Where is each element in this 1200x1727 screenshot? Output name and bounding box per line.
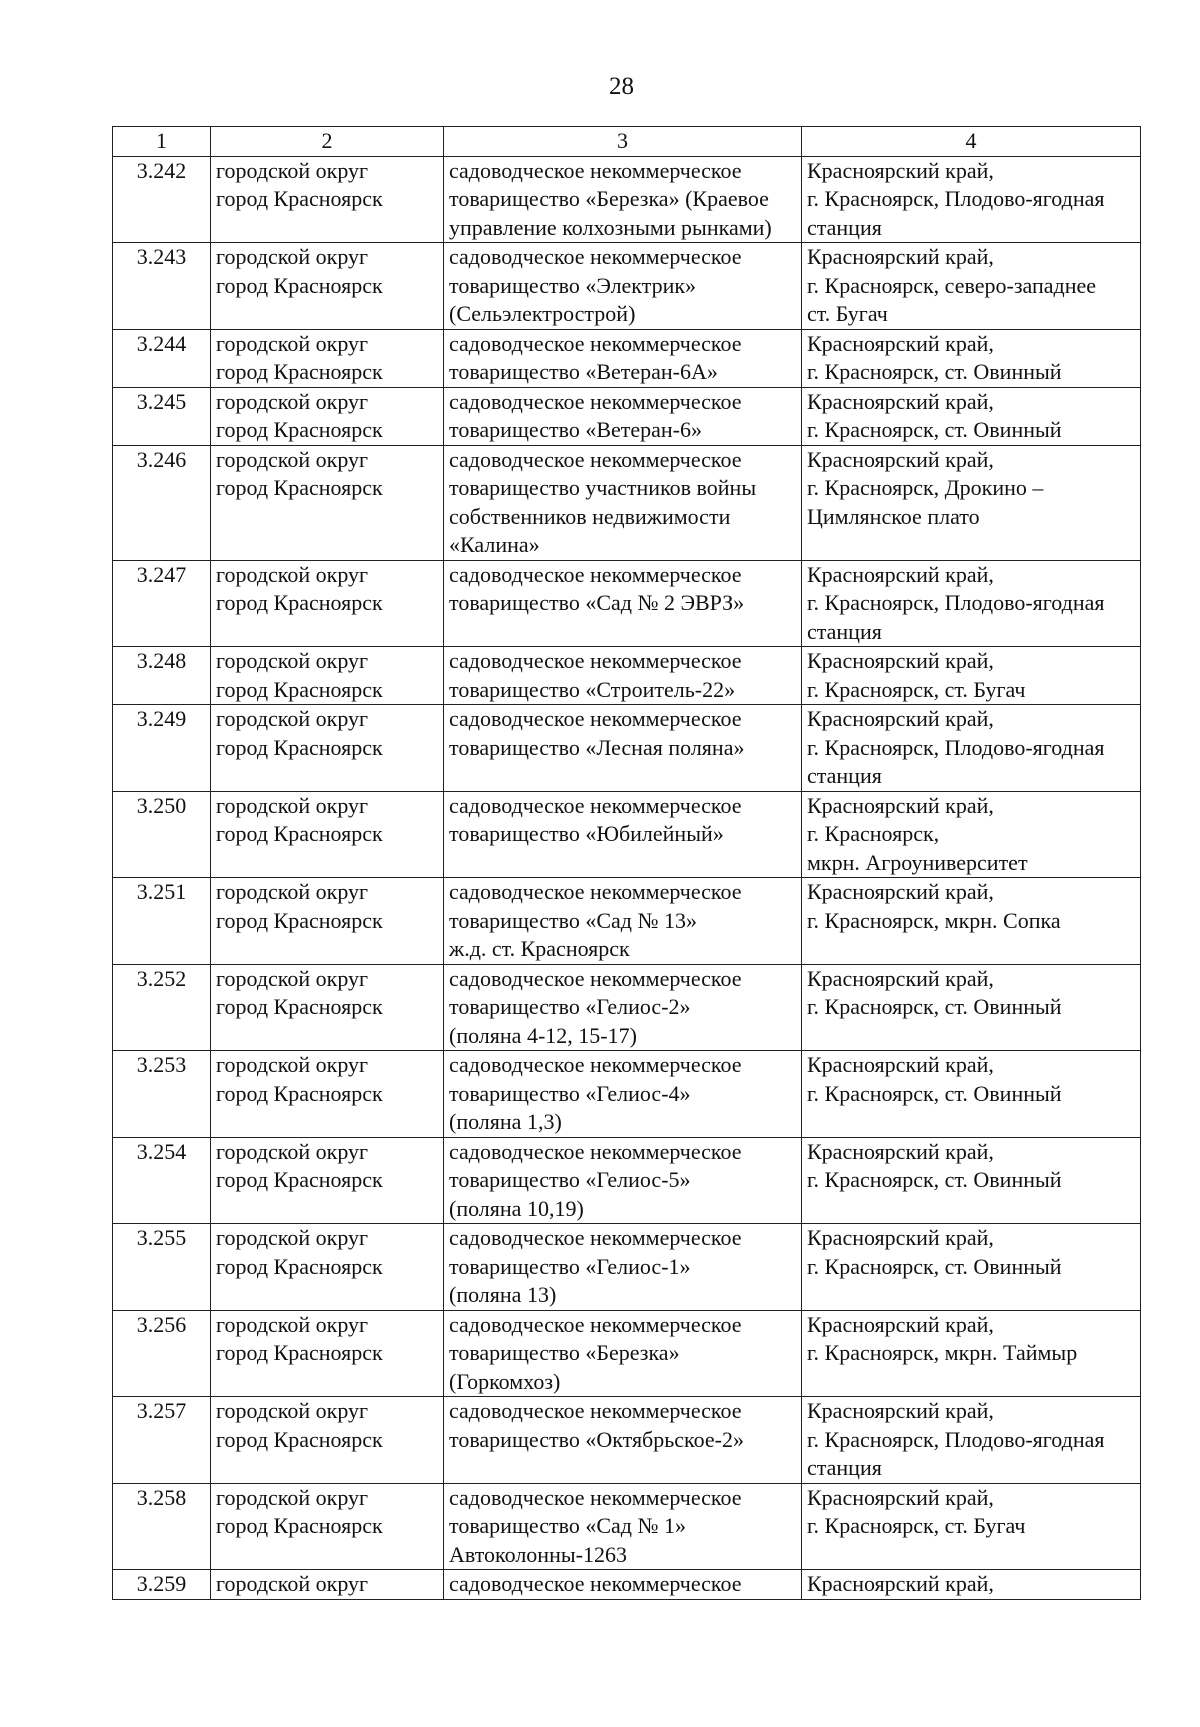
organization-name-line: товарищество «Строитель-22»	[449, 676, 736, 702]
table-row	[113, 243, 1141, 330]
organization-name-line: товарищество «Электрик»	[449, 272, 697, 298]
organization-name-line: управление колхозными рынками)	[449, 214, 772, 240]
organization-name-line: садоводческое некоммерческое	[449, 792, 742, 818]
organization-name-cell	[444, 1397, 802, 1484]
location-line: г. Красноярск, северо-западнее	[807, 272, 1097, 298]
location-line: г. Красноярск, Дрокино –	[807, 475, 1044, 500]
municipality-cell	[211, 560, 444, 647]
organization-name-line: (Горкомхоз)	[449, 1368, 561, 1394]
organization-name-line: садоводческое некоммерческое	[449, 446, 742, 472]
organization-name-line: Автоколонны-1263	[449, 1541, 627, 1567]
location-line: станция	[807, 618, 882, 644]
organization-name-line: садоводческое некоммерческое	[449, 330, 742, 356]
organization-name-line: садоводческое некоммерческое	[449, 1052, 742, 1077]
organization-name-line: садоводческое некоммерческое	[449, 157, 742, 183]
organization-name-cell	[444, 1310, 802, 1397]
organization-name-line: (Сельэлектрострой)	[449, 301, 636, 326]
location-cell	[802, 560, 1141, 647]
row-number: 3.259	[113, 1570, 211, 1600]
municipality-line: город Красноярск	[216, 272, 383, 298]
organization-name-line: товарищество «Лесная поляна»	[449, 734, 745, 760]
organization-name-cell	[444, 964, 802, 1051]
row-number: 3.255	[113, 1224, 211, 1311]
table-row	[113, 1137, 1141, 1224]
location-line: Красноярский край,	[807, 792, 994, 818]
row-number: 3.242	[113, 156, 211, 243]
municipality-line: город Красноярск	[216, 1426, 383, 1452]
location-line: г. Красноярск, ст. Овинный	[807, 1080, 1062, 1106]
location-cell	[802, 243, 1141, 330]
location-cell	[802, 791, 1141, 878]
municipality-line: городской округ	[216, 792, 369, 818]
municipality-line: городской округ	[216, 1225, 369, 1250]
location-line: станция	[807, 1455, 882, 1480]
organization-name-line: товарищество «Гелиос-4»	[449, 1080, 691, 1106]
organization-name-cell	[444, 156, 802, 243]
location-line: Красноярский край,	[807, 446, 994, 472]
municipality-cell	[211, 243, 444, 330]
location-line: Красноярский край,	[807, 388, 994, 414]
header-col-3: 3	[444, 127, 802, 157]
organization-name-line: товарищество «Березка»	[449, 1340, 680, 1365]
organization-name-line: собственников недвижимости	[449, 503, 731, 529]
municipality-line: город Красноярск	[216, 1513, 383, 1538]
municipality-line: город Красноярск	[216, 590, 383, 615]
municipality-cell	[211, 647, 444, 705]
municipality-cell	[211, 964, 444, 1051]
municipality-cell	[211, 1483, 444, 1570]
organization-name-line: садоводческое некоммерческое	[449, 244, 742, 269]
table-row	[113, 1570, 1141, 1600]
row-number: 3.243	[113, 243, 211, 330]
location-cell	[802, 878, 1141, 965]
organization-name-cell	[444, 1570, 802, 1600]
organization-name-line: садоводческое некоммерческое	[449, 1398, 742, 1423]
row-number: 3.249	[113, 705, 211, 792]
municipality-line: город Красноярск	[216, 186, 383, 211]
location-line: г. Красноярск, ст. Овинный	[807, 994, 1062, 1019]
municipality-line: город Красноярск	[216, 417, 383, 442]
municipality-line: городской округ	[216, 706, 369, 731]
table-header	[113, 127, 1141, 157]
location-cell	[802, 705, 1141, 792]
location-cell	[802, 387, 1141, 445]
location-line: Красноярский край,	[807, 648, 994, 673]
location-cell	[802, 964, 1141, 1051]
location-line: Красноярский край,	[807, 1138, 994, 1164]
municipality-line: городской округ	[216, 965, 369, 991]
municipality-line: городской округ	[216, 244, 369, 269]
location-cell	[802, 1397, 1141, 1484]
location-line: г. Красноярск, Плодово-ягодная	[807, 186, 1105, 211]
organization-name-cell	[444, 445, 802, 560]
row-number: 3.248	[113, 647, 211, 705]
header-col-2: 2	[211, 127, 444, 157]
location-line: мкрн. Агроуниверситет	[807, 849, 1028, 875]
table-body	[113, 156, 1141, 1599]
location-line: Цимлянское плато	[807, 503, 980, 529]
location-line: Красноярский край,	[807, 1398, 994, 1423]
municipality-line: городской округ	[216, 1311, 369, 1337]
municipality-line: городской округ	[216, 561, 369, 587]
organization-name-line: товарищество «Гелиос-1»	[449, 1253, 691, 1279]
location-line: станция	[807, 763, 882, 788]
organization-name-line: садоводческое некоммерческое	[449, 1484, 742, 1510]
table-row	[113, 156, 1141, 243]
header-col-4: 4	[802, 127, 1141, 157]
municipality-line: городской округ	[216, 157, 369, 183]
organization-name-cell	[444, 560, 802, 647]
municipality-line: городской округ	[216, 648, 369, 673]
municipality-line: городской округ	[216, 879, 369, 904]
row-number: 3.251	[113, 878, 211, 965]
organization-name-line: садоводческое некоммерческое	[449, 648, 742, 673]
municipality-cell	[211, 445, 444, 560]
location-line: Красноярский край,	[807, 561, 994, 587]
location-line: г. Красноярск, Плодово-ягодная	[807, 1426, 1105, 1452]
location-line: г. Красноярск,	[807, 821, 940, 846]
organization-name-line: товарищество «Ветеран-6А»	[449, 359, 718, 384]
table-row	[113, 387, 1141, 445]
location-line: Красноярский край,	[807, 1311, 994, 1337]
location-line: г. Красноярск, ст. Бугач	[807, 1513, 1026, 1538]
table-row	[113, 647, 1141, 705]
location-cell	[802, 647, 1141, 705]
table-row	[113, 1224, 1141, 1311]
municipality-line: городской округ	[216, 1138, 369, 1164]
municipality-cell	[211, 1137, 444, 1224]
organization-name-cell	[444, 705, 802, 792]
location-line: Красноярский край,	[807, 157, 994, 183]
organization-name-line: товарищество участников войны	[449, 475, 757, 500]
location-cell	[802, 1224, 1141, 1311]
organization-name-cell	[444, 387, 802, 445]
organization-name-cell	[444, 1224, 802, 1311]
municipality-cell	[211, 1224, 444, 1311]
row-number: 3.247	[113, 560, 211, 647]
location-cell	[802, 1310, 1141, 1397]
location-line: Красноярский край,	[807, 1225, 994, 1250]
organization-name-line: ж.д. ст. Красноярск	[449, 936, 630, 961]
location-line: г. Красноярск, мкрн. Сопка	[807, 907, 1061, 933]
table-row	[113, 329, 1141, 387]
municipality-line: город Красноярск	[216, 994, 383, 1019]
organization-name-line: садоводческое некоммерческое	[449, 706, 742, 731]
municipality-cell	[211, 1310, 444, 1397]
location-cell	[802, 1570, 1141, 1600]
row-number: 3.254	[113, 1137, 211, 1224]
municipality-line: город Красноярск	[216, 821, 383, 846]
location-cell	[802, 1051, 1141, 1138]
header-row	[113, 127, 1141, 157]
table-row	[113, 791, 1141, 878]
organization-name-cell	[444, 243, 802, 330]
municipality-cell	[211, 329, 444, 387]
row-number: 3.245	[113, 387, 211, 445]
location-line: г. Красноярск, ст. Овинный	[807, 1167, 1062, 1192]
location-line: Красноярский край,	[807, 1052, 994, 1077]
municipality-cell	[211, 1570, 444, 1600]
municipality-line: город Красноярск	[216, 1167, 383, 1192]
table-row	[113, 1483, 1141, 1570]
organization-name-line: садоводческое некоммерческое	[449, 1138, 742, 1164]
location-line: Красноярский край,	[807, 965, 994, 991]
registry-table	[112, 126, 1141, 1600]
organization-name-line: садоводческое некоммерческое	[449, 388, 742, 414]
row-number: 3.253	[113, 1051, 211, 1138]
organization-name-line: (поляна 10,19)	[449, 1195, 584, 1221]
row-number: 3.258	[113, 1483, 211, 1570]
location-line: г. Красноярск, ст. Овинный	[807, 359, 1062, 384]
organization-name-cell	[444, 791, 802, 878]
organization-name-cell	[444, 647, 802, 705]
location-cell	[802, 156, 1141, 243]
organization-name-cell	[444, 1051, 802, 1138]
location-line: Красноярский край,	[807, 244, 994, 269]
municipality-line: город Красноярск	[216, 1340, 383, 1365]
row-number: 3.250	[113, 791, 211, 878]
organization-name-line: садоводческое некоммерческое	[449, 1311, 742, 1337]
organization-name-line: товарищество «Сад № 2 ЭВРЗ»	[449, 590, 745, 615]
location-line: ст. Бугач	[807, 301, 888, 326]
location-line: г. Красноярск, ст. Овинный	[807, 417, 1062, 442]
organization-name-cell	[444, 1483, 802, 1570]
organization-name-line: садоводческое некоммерческое	[449, 965, 742, 991]
municipality-line: городской округ	[216, 1484, 369, 1510]
municipality-line: городской округ	[216, 330, 369, 356]
row-number: 3.256	[113, 1310, 211, 1397]
municipality-cell	[211, 156, 444, 243]
location-line: Красноярский край,	[807, 1571, 994, 1596]
municipality-line: городской округ	[216, 1052, 369, 1077]
table-row	[113, 1397, 1141, 1484]
municipality-cell	[211, 387, 444, 445]
organization-name-cell	[444, 878, 802, 965]
organization-name-line: (поляна 1,3)	[449, 1109, 562, 1134]
organization-name-line: товарищество «Сад № 13»	[449, 907, 697, 933]
organization-name-line: товарищество «Сад № 1»	[449, 1513, 686, 1538]
organization-name-line: садоводческое некоммерческое	[449, 1225, 742, 1250]
municipality-cell	[211, 791, 444, 878]
organization-name-line: садоводческое некоммерческое	[449, 1571, 742, 1596]
municipality-cell	[211, 1051, 444, 1138]
organization-name-cell	[444, 329, 802, 387]
municipality-cell	[211, 705, 444, 792]
table-row	[113, 705, 1141, 792]
location-cell	[802, 1483, 1141, 1570]
table-row	[113, 1310, 1141, 1397]
organization-name-line: товарищество «Ветеран-6»	[449, 417, 703, 442]
location-line: Красноярский край,	[807, 1484, 994, 1510]
municipality-line: город Красноярск	[216, 676, 383, 702]
location-line: г. Красноярск, Плодово-ягодная	[807, 590, 1105, 615]
location-line: станция	[807, 214, 882, 240]
location-line: г. Красноярск, ст. Бугач	[807, 676, 1026, 702]
location-line: г. Красноярск, ст. Овинный	[807, 1253, 1062, 1279]
organization-name-cell	[444, 1137, 802, 1224]
location-cell	[802, 1137, 1141, 1224]
location-line: г. Красноярск, Плодово-ягодная	[807, 734, 1105, 760]
location-line: г. Красноярск, мкрн. Таймыр	[807, 1340, 1078, 1365]
organization-name-line: товарищество «Гелиос-5»	[449, 1167, 691, 1192]
row-number: 3.252	[113, 964, 211, 1051]
organization-name-line: товарищество «Юбилейный»	[449, 821, 724, 846]
municipality-line: город Красноярск	[216, 1080, 383, 1106]
location-cell	[802, 445, 1141, 560]
municipality-line: городской округ	[216, 388, 369, 414]
municipality-cell	[211, 1397, 444, 1484]
table-row	[113, 560, 1141, 647]
table-row	[113, 964, 1141, 1051]
header-col-1: 1	[113, 127, 211, 157]
municipality-line: город Красноярск	[216, 907, 383, 933]
municipality-line: город Красноярск	[216, 475, 383, 500]
municipality-line: город Красноярск	[216, 359, 383, 384]
table-row	[113, 1051, 1141, 1138]
organization-name-line: товарищество «Гелиос-2»	[449, 994, 691, 1019]
page-number: 28	[609, 73, 634, 100]
organization-name-line: товарищество «Октябрьское-2»	[449, 1426, 744, 1452]
organization-name-line: садоводческое некоммерческое	[449, 879, 742, 904]
organization-name-line: (поляна 4-12, 15-17)	[449, 1022, 637, 1048]
municipality-line: городской округ	[216, 446, 369, 472]
municipality-line: городской округ	[216, 1398, 369, 1423]
location-line: Красноярский край,	[807, 330, 994, 356]
location-line: Красноярский край,	[807, 879, 994, 904]
organization-name-line: товарищество «Березка» (Краевое	[449, 186, 769, 211]
table-row	[113, 445, 1141, 560]
organization-name-line: садоводческое некоммерческое	[449, 561, 742, 587]
table-row	[113, 878, 1141, 965]
row-number: 3.246	[113, 445, 211, 560]
row-number: 3.244	[113, 329, 211, 387]
location-line: Красноярский край,	[807, 706, 994, 731]
organization-name-line: (поляна 13)	[449, 1282, 557, 1307]
organization-name-line: «Калина»	[449, 532, 540, 557]
municipality-line: город Красноярск	[216, 1253, 383, 1279]
municipality-line: город Красноярск	[216, 734, 383, 760]
municipality-line: городской округ	[216, 1571, 369, 1596]
location-cell	[802, 329, 1141, 387]
municipality-cell	[211, 878, 444, 965]
row-number: 3.257	[113, 1397, 211, 1484]
